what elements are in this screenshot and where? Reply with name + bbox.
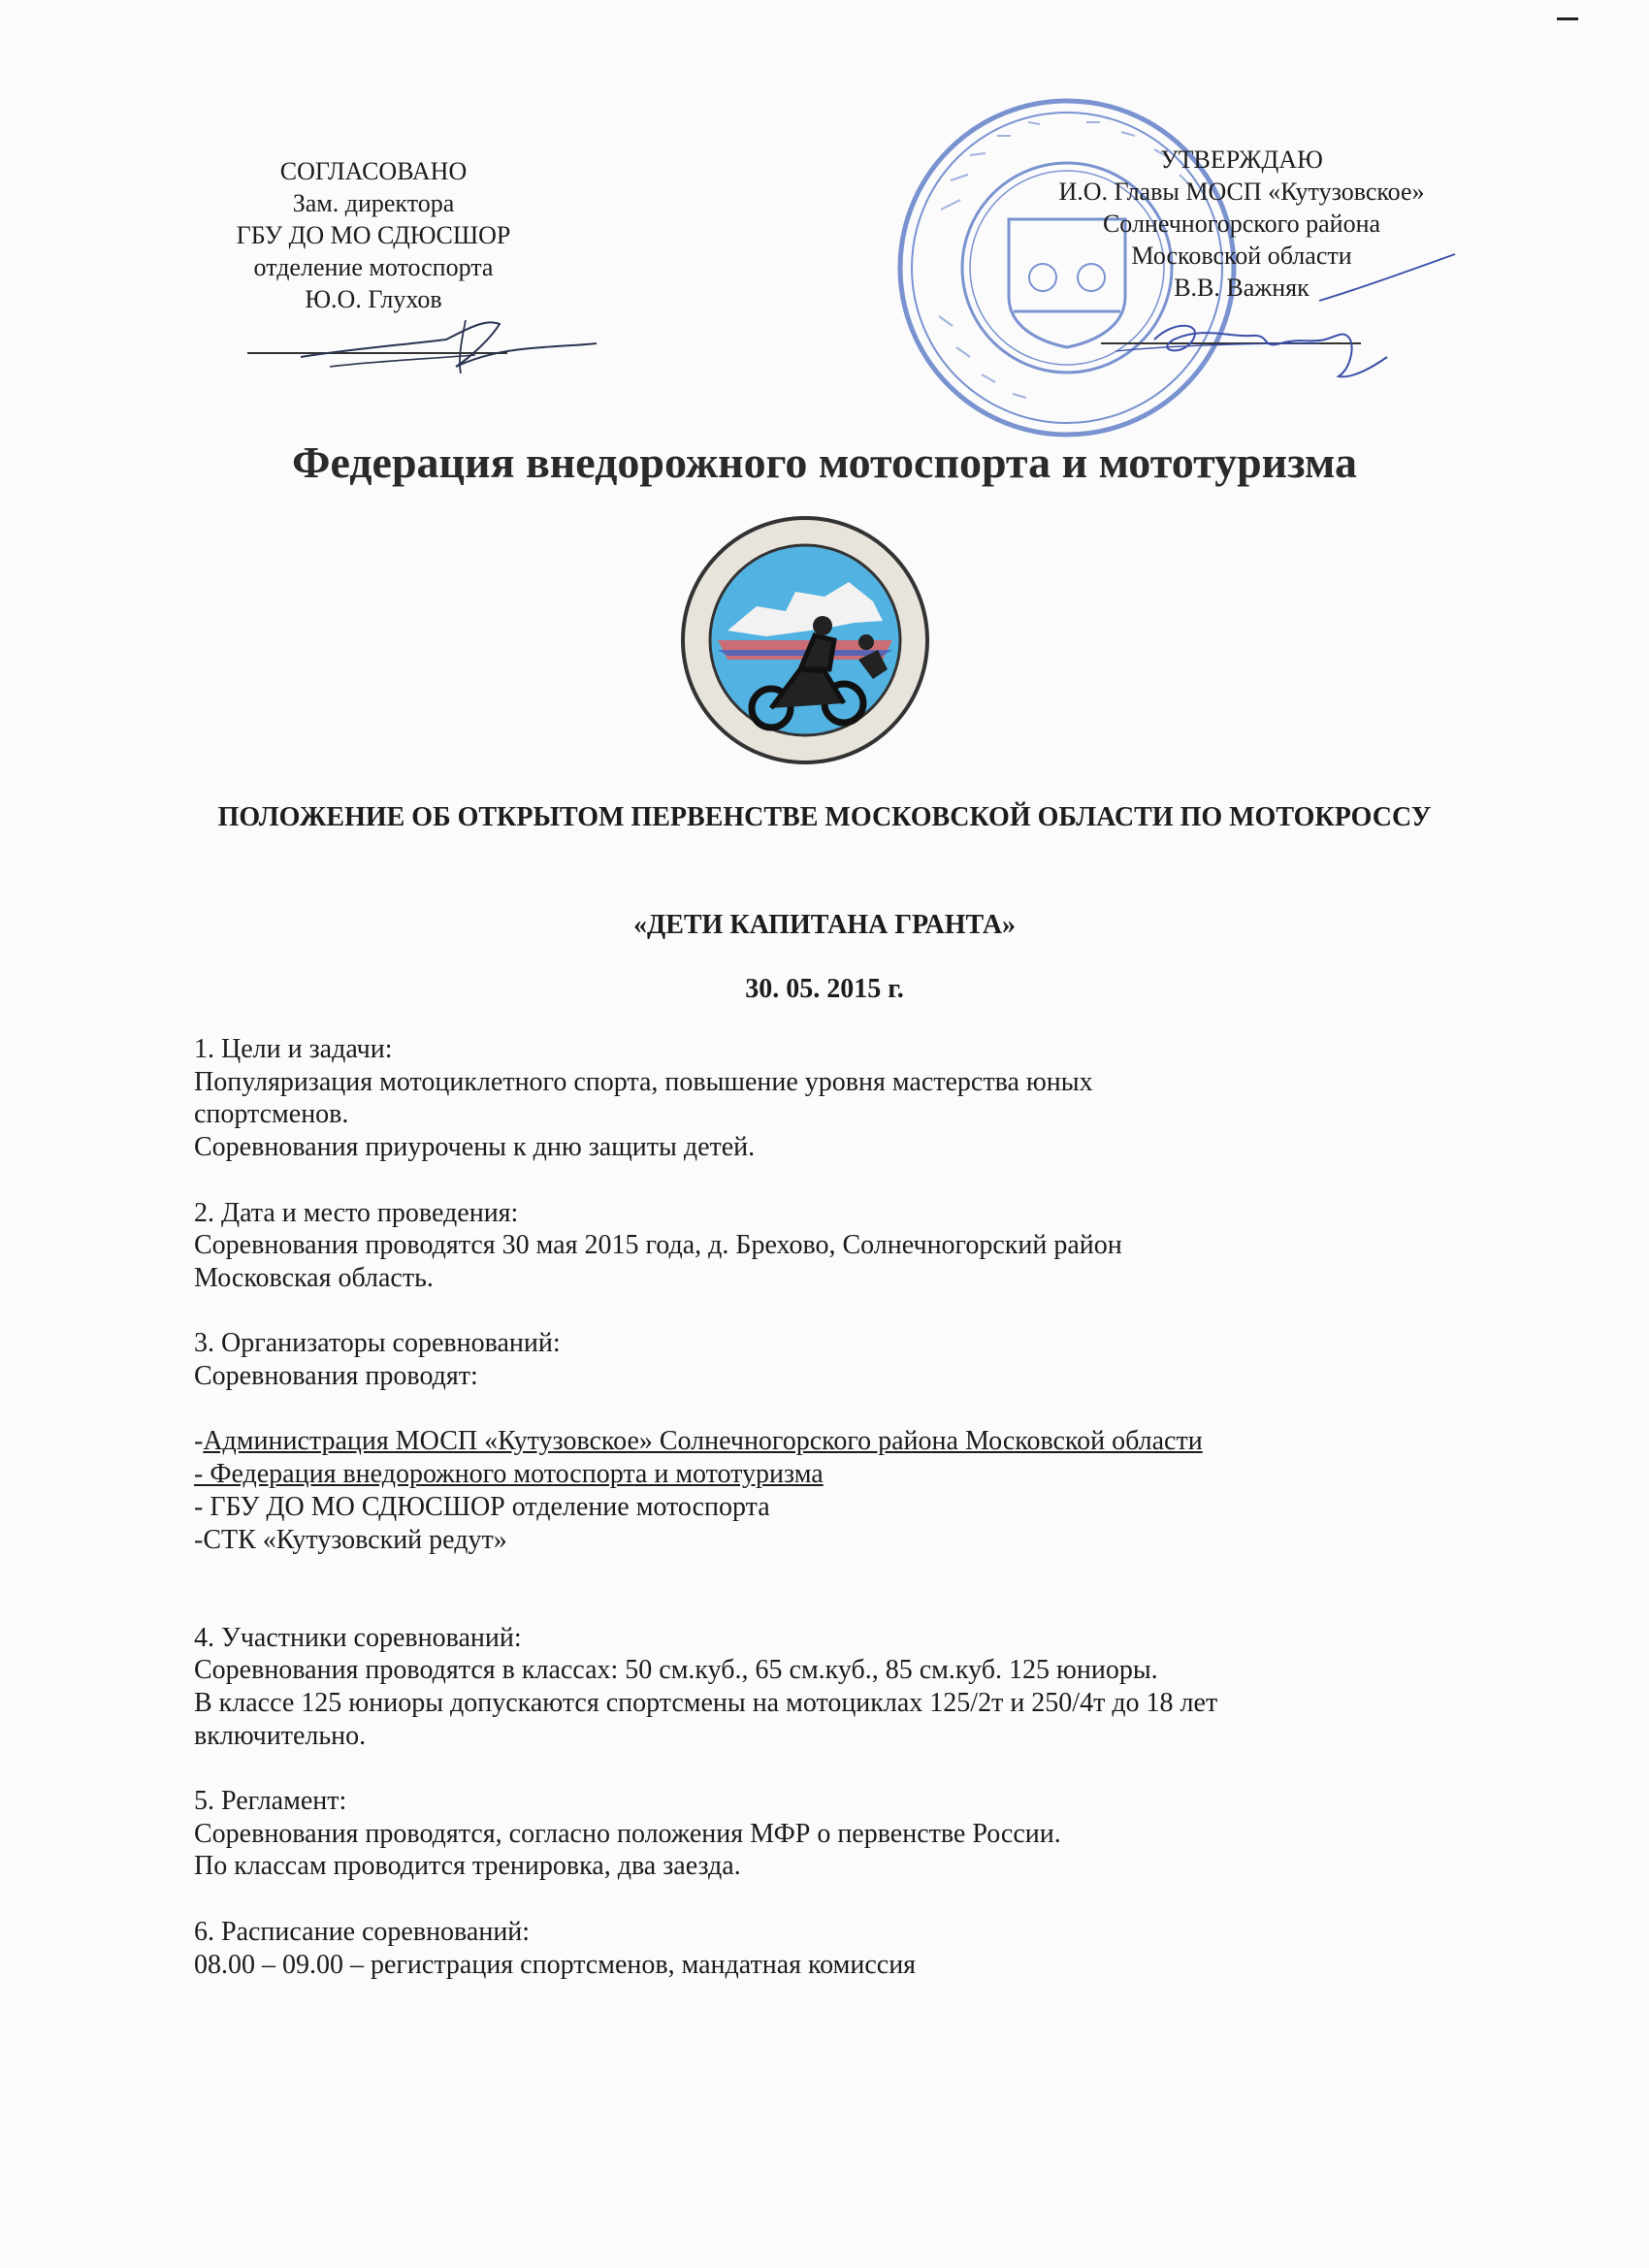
section-heading: 4. Участники соревнований: [194, 1622, 522, 1653]
signature-right [1096, 243, 1465, 398]
section-text: Соревнования проводятся, согласно положения МФР о первенстве России. [194, 1818, 1061, 1849]
section-text: Соревнования проводят: [194, 1361, 478, 1391]
blank-line [194, 1589, 1455, 1622]
approval-department: отделение мотоспорта [253, 253, 494, 281]
blank-line [194, 1752, 1455, 1785]
blank-line [194, 1164, 1455, 1197]
section-heading: 5. Регламент: [194, 1786, 347, 1817]
signature-left [291, 310, 601, 378]
organizer-name: Администрация МОСП «Кутузовское» Солнечногорского района Московской области [203, 1426, 1203, 1457]
approval-region: Московской области [1131, 242, 1352, 270]
approval-organization: ГБУ ДО МО СДЮСШОР [236, 221, 511, 249]
approval-position: И.О. Главы МОСП «Кутузовское» [1058, 178, 1425, 206]
organizer-item: - Федерация внедорожного мотоспорта и мототуризма [194, 1459, 824, 1490]
federation-title: Федерация внедорожного мотоспорта и мототуризма [291, 437, 1358, 487]
section-text: Соревнования приурочены к дню защиты детей. [194, 1132, 756, 1163]
section-heading: 1. Цели и задачи: [194, 1034, 393, 1064]
approval-block-agreed [179, 155, 567, 315]
section-text: 08.00 – 09.00 – регистрация спортсменов, мандатная комиссия [194, 1949, 917, 1980]
section-text: В классе 125 юниоры допускаются спортсмены на мотоциклах 125/2т и 250/4т до 18 лет [194, 1687, 1218, 1718]
approval-signer: Ю.О. Глухов [305, 285, 442, 313]
document-subtitle: «ДЕТИ КАПИТАНА ГРАНТА» [632, 910, 1017, 940]
organizer-item: -СТК «Кутузовский редут» [194, 1524, 507, 1555]
approval-position: Зам. директора [292, 189, 455, 217]
section-heading: 6. Расписание соревнований: [194, 1916, 531, 1947]
section-heading: 2. Дата и место проведения: [194, 1197, 519, 1228]
approval-signer: В.В. Важняк [1174, 274, 1310, 302]
document-date: 30. 05. 2015 г. [745, 974, 904, 1004]
organizer-item [194, 1425, 1455, 1458]
organizer-item: - ГБУ ДО МО СДЮСШОР отделение мотоспорта [194, 1491, 770, 1522]
section-text: Соревнования проводятся в классах: 50 см.куб., 65 см.куб., 85 см.куб. 125 юниоры. [194, 1655, 1158, 1686]
section-text: Популяризация мотоциклетного спорта, повышение уровня мастерства юных [194, 1066, 1093, 1097]
section-heading: 3. Организаторы соревнований: [194, 1328, 561, 1359]
scan-mark [1557, 17, 1578, 20]
blank-line [194, 1295, 1455, 1328]
organizer-prefix: - [194, 1426, 204, 1457]
blank-line [194, 1883, 1455, 1916]
section-text: включительно. [194, 1720, 367, 1751]
blank-line [194, 1556, 1455, 1589]
section-text: Московская область. [194, 1262, 434, 1293]
document-title: ПОЛОЖЕНИЕ ОБ ОТКРЫТОМ ПЕРВЕНСТВЕ МОСКОВСКОЙ ОБЛАСТИ ПО МОТОКРОССУ [217, 802, 1432, 832]
section-text: По классам проводится тренировка, два заезда. [194, 1851, 741, 1882]
approval-heading: СОГЛАСОВАНО [279, 157, 468, 185]
approval-heading: УТВЕРЖДАЮ [1160, 146, 1323, 174]
blank-line [194, 1393, 1455, 1426]
federation-logo [679, 514, 931, 766]
section-text: спортсменов. [194, 1099, 349, 1130]
document-body [194, 1033, 1455, 1981]
approval-district: Солнечногорского района [1102, 210, 1381, 238]
section-text: Соревнования проводятся 30 мая 2015 года, д. Брехово, Солнечногорский район [194, 1230, 1122, 1261]
